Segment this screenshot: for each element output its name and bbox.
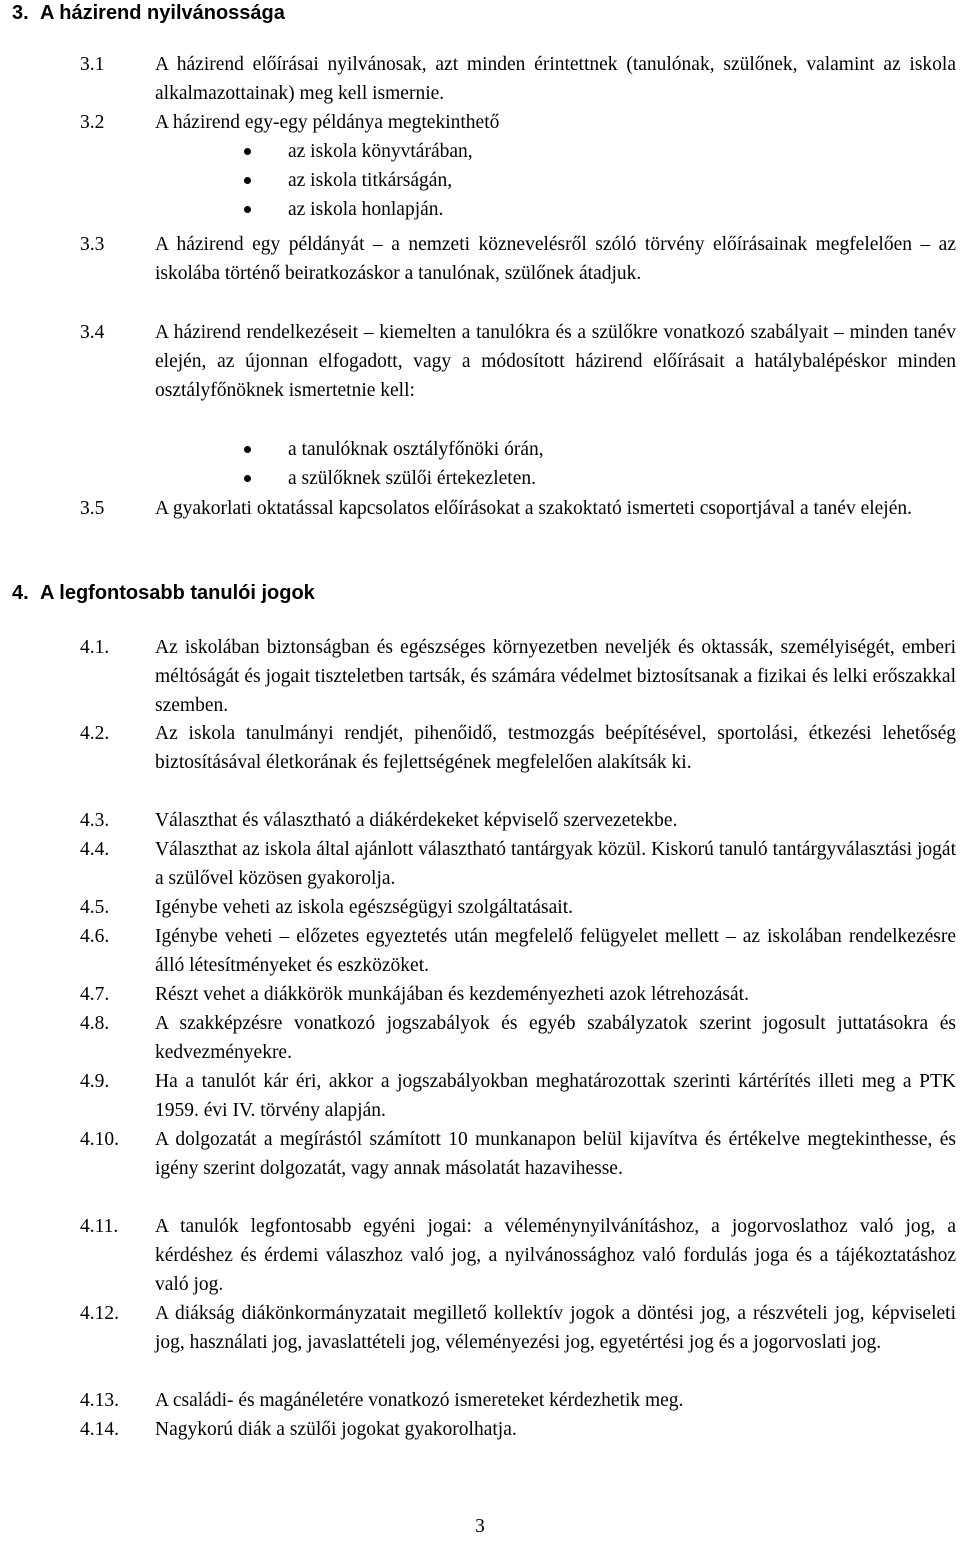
item-text: A házirend rendelkezéseit – kiemelten a tanulókra és a szülőkre vonatkozó szabályait – minden tanév elején, az újonnan elfogadott, vagy a módosított házirend előírásait a hatálybalépéskor minden osztályfőnöknek ismertetnie kell:	[155, 322, 956, 401]
item-number: 3.1	[80, 54, 105, 75]
item-text: A házirend előírásai nyilvánosak, azt minden érintettnek (tanulónak, szülőnek, valamint az iskola alkalmazottainak) meg kell ismernie.	[155, 54, 956, 104]
bullet-text: az iskola titkárságán,	[288, 170, 453, 191]
item-4-5	[80, 893, 956, 922]
item-4-13	[80, 1386, 956, 1415]
bullet-icon	[244, 475, 251, 482]
item-text: Az iskolában biztonságban és egészséges környezetben neveljék és oktassák, személyiségét, emberi méltóságát és jogait tiszteletben tartsák, és számára védelmet biztosítsanak a fizikai és lelki erőszakkal szemben.	[155, 637, 956, 716]
item-text: Nagykorú diák a szülői jogokat gyakorolhatja.	[155, 1419, 517, 1440]
item-4-8	[80, 1009, 956, 1067]
section-4-title: A legfontosabb tanulói jogok	[40, 582, 315, 604]
bullet-icon	[244, 446, 251, 453]
item-4-11	[80, 1212, 956, 1299]
item-number: 4.3.	[80, 810, 110, 831]
item-number: 4.11.	[80, 1216, 119, 1237]
bullet-icon	[244, 148, 251, 155]
item-number: 3.2	[80, 112, 105, 133]
section-3-title: A házirend nyilvánossága	[40, 2, 285, 24]
item-number: 4.5.	[80, 897, 110, 918]
bullet-text: a szülőknek szülői értekezleten.	[288, 468, 536, 489]
item-3-4	[80, 318, 956, 405]
item-number: 4.2.	[80, 723, 110, 744]
item-4-7	[80, 980, 956, 1009]
bullet-text: az iskola könyvtárában,	[288, 141, 473, 162]
item-number: 4.6.	[80, 926, 110, 947]
item-text: Választhat az iskola által ajánlott választható tantárgyak közül. Kiskorú tanuló tantárgyválasztási jogát a szülővel közösen gyakorolja.	[155, 839, 956, 889]
item-4-2	[80, 719, 956, 777]
item-text: Igénybe veheti – előzetes egyeztetés után megfelelő felügyelet mellett – az iskolában rendelkezésre álló létesítményeket és eszközöket.	[155, 926, 956, 976]
bullet-text: az iskola honlapján.	[288, 199, 444, 220]
item-number: 3.4	[80, 322, 105, 343]
item-text: A családi- és magánéletére vonatkozó ismereteket kérdezhetik meg.	[155, 1390, 684, 1411]
item-number: 3.3	[80, 234, 105, 255]
item-text: A házirend egy példányát – a nemzeti köznevelésről szóló törvény előírásainak megfelelően – az iskolába történő beiratkozáskor a tanulónak, szülőnek átadjuk.	[155, 234, 956, 284]
item-4-10	[80, 1125, 956, 1183]
item-4-3	[80, 806, 956, 835]
item-text: Az iskola tanulmányi rendjét, pihenőidő, testmozgás beépítésével, sportolási, étkezési lehetőség biztosításával életkorának és fejlettségének megfelelően alakítsák ki.	[155, 723, 956, 773]
item-4-1	[80, 633, 956, 720]
item-number: 4.9.	[80, 1071, 110, 1092]
item-number: 4.13.	[80, 1390, 119, 1411]
item-number: 4.7.	[80, 984, 110, 1005]
bullet-text: a tanulóknak osztályfőnöki órán,	[288, 439, 544, 460]
item-text: A gyakorlati oktatással kapcsolatos előírásokat a szakoktató ismerteti csoportjával a tanév elején.	[155, 498, 912, 519]
item-3-3	[80, 230, 956, 288]
item-4-6	[80, 922, 956, 980]
item-number: 4.14.	[80, 1419, 119, 1440]
item-text: A diákság diákönkormányzatait megillető kollektív jogok a döntési jog, a részvételi jog, képviseleti jog, használati jog, javaslattételi jog, véleményezési jog, egyetértési jog és a jogorvoslati jog.	[155, 1303, 956, 1353]
page-number: 3	[475, 1516, 485, 1537]
item-text: Választhat és választható a diákérdekeket képviselő szervezetekbe.	[155, 810, 678, 831]
item-4-12	[80, 1299, 956, 1357]
item-text: A házirend egy-egy példánya megtekinthető	[155, 112, 500, 133]
section-4-number: 4.	[12, 582, 29, 604]
item-text: A dolgozatát a megírástól számított 10 munkanapon belül kijavítva és értékelve megtekinthesse, és igény szerint dolgozatát, vagy annak másolatát hazavihesse.	[155, 1129, 956, 1179]
item-number: 4.1.	[80, 637, 110, 658]
item-4-14	[80, 1415, 956, 1444]
section-3-number: 3.	[12, 2, 29, 24]
item-3-1	[80, 50, 956, 108]
item-number: 4.4.	[80, 839, 110, 860]
section-3-heading	[12, 0, 285, 26]
item-3-5	[80, 494, 956, 523]
item-3-2	[80, 108, 956, 137]
item-number: 4.8.	[80, 1013, 110, 1034]
section-4-heading	[12, 580, 315, 606]
item-4-4	[80, 835, 956, 893]
bullet-icon	[244, 177, 251, 184]
item-text: Igénybe veheti az iskola egészségügyi szolgáltatásait.	[155, 897, 574, 918]
bullet-icon	[244, 206, 251, 213]
item-number: 3.5	[80, 498, 105, 519]
item-text: A szakképzésre vonatkozó jogszabályok és egyéb szabályzatok szerint jogosult juttatásokra és kedvezményekre.	[155, 1013, 956, 1063]
item-4-9	[80, 1067, 956, 1125]
item-text: Részt vehet a diákkörök munkájában és kezdeményezheti azok létrehozását.	[155, 984, 749, 1005]
item-number: 4.10.	[80, 1129, 119, 1150]
item-number: 4.12.	[80, 1303, 119, 1324]
item-text: A tanulók legfontosabb egyéni jogai: a véleménynyilvánításhoz, a jogorvoslathoz való jog, a kérdéshez és érdemi válaszhoz való jog, a nyilvánossághoz való fordulás joga és a tájékoztatáshoz való jog.	[155, 1216, 956, 1295]
item-text: Ha a tanulót kár éri, akkor a jogszabályokban meghatározottak szerinti kártérítés illeti meg a PTK 1959. évi IV. törvény alapján.	[155, 1071, 956, 1121]
